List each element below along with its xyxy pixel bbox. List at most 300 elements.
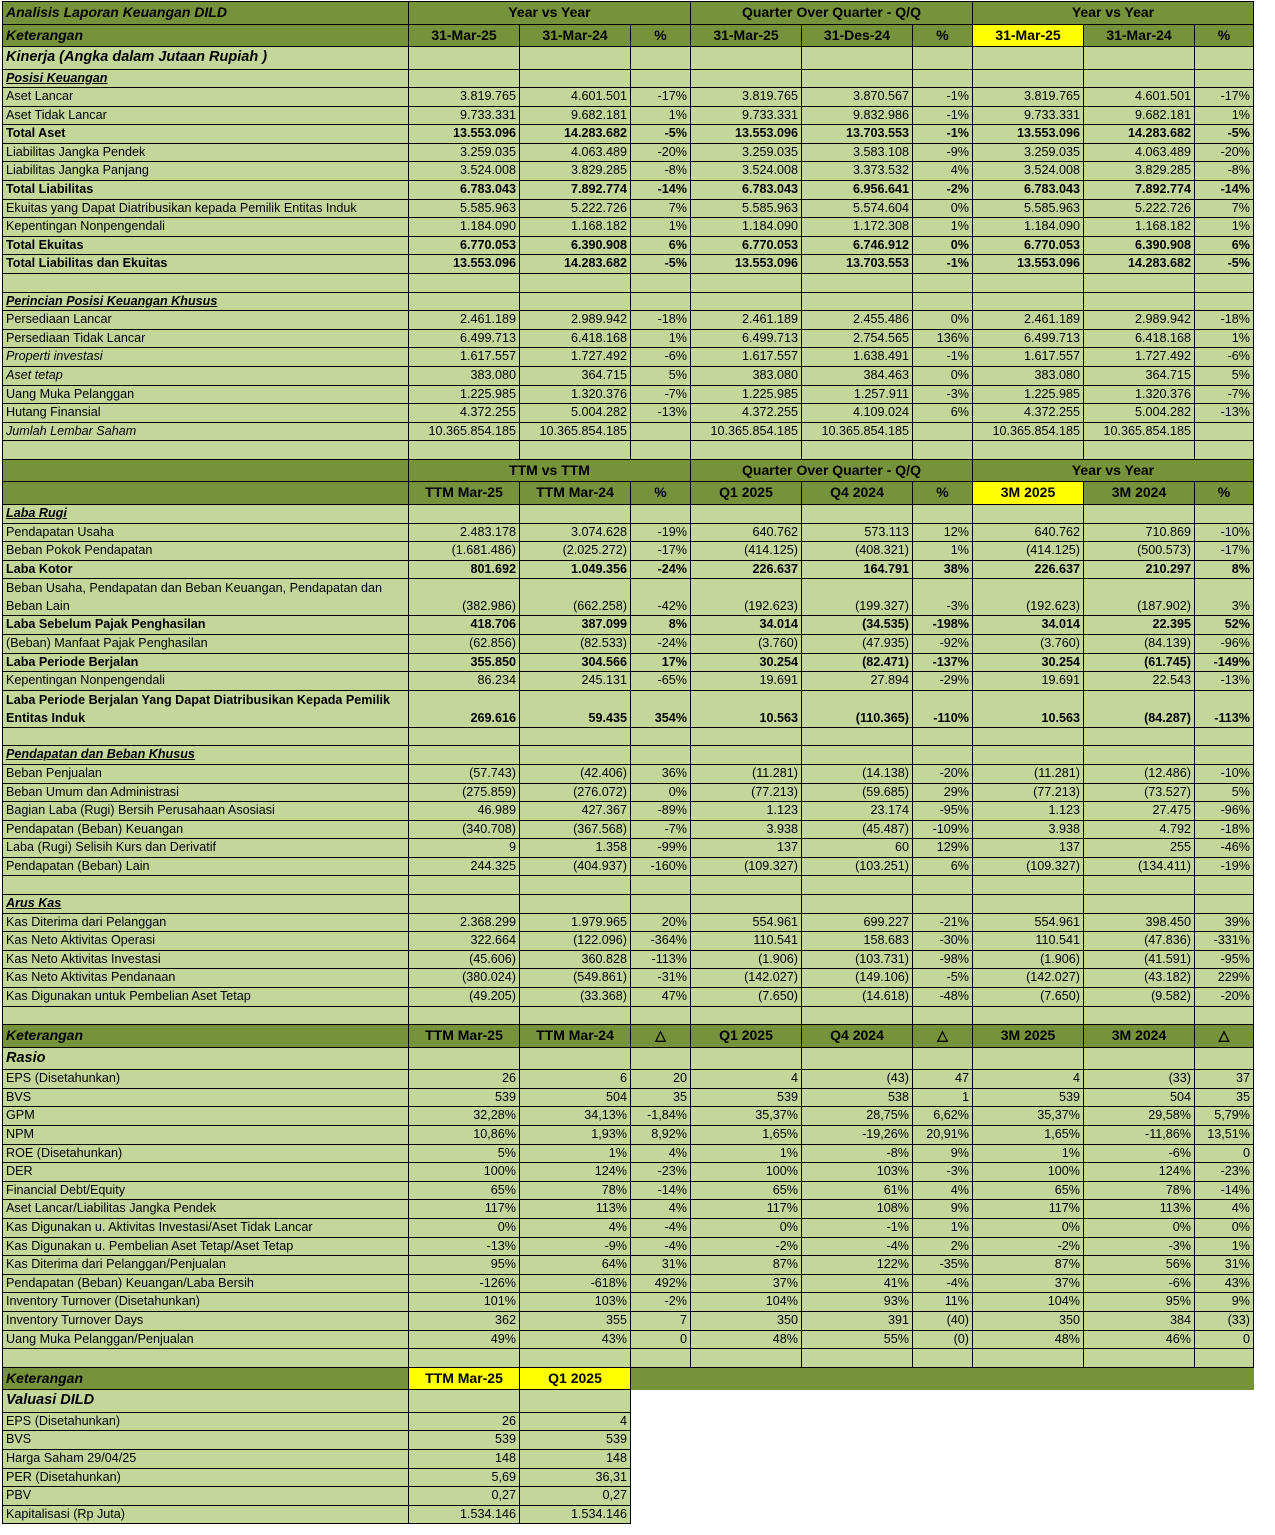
value-cell[interactable]: 6.783.043 [691, 181, 802, 200]
value-cell[interactable] [520, 727, 631, 746]
value-cell[interactable]: 5.004.282 [520, 404, 631, 423]
value-cell[interactable] [973, 274, 1084, 293]
value-cell[interactable]: 61% [802, 1181, 913, 1200]
value-cell[interactable]: -1% [913, 255, 973, 274]
value-cell[interactable]: 31-Mar-25 [973, 24, 1084, 47]
value-cell[interactable] [520, 47, 631, 70]
value-cell[interactable]: TTM Mar-25 [409, 1025, 520, 1048]
value-cell[interactable]: 35 [631, 1088, 691, 1107]
value-cell[interactable]: 10.365.854.185 [520, 422, 631, 441]
value-cell[interactable]: 364.715 [520, 367, 631, 386]
value-cell[interactable] [1195, 441, 1254, 460]
row-label-cell[interactable]: Uang Muka Pelanggan [3, 385, 409, 404]
value-cell[interactable]: 7% [1195, 199, 1254, 218]
value-cell[interactable]: -198% [913, 616, 973, 635]
value-cell[interactable]: -89% [631, 802, 691, 821]
row-label-cell[interactable]: Persediaan Lancar [3, 311, 409, 330]
value-cell[interactable]: -14% [631, 1181, 691, 1200]
value-cell[interactable]: 31-Mar-24 [520, 24, 631, 47]
value-cell[interactable]: (62.856) [409, 634, 520, 653]
value-cell[interactable]: 4.372.255 [973, 404, 1084, 423]
value-cell[interactable] [691, 69, 802, 88]
value-cell[interactable]: (142.027) [973, 969, 1084, 988]
value-cell[interactable]: 49% [409, 1330, 520, 1349]
value-cell[interactable] [913, 292, 973, 311]
value-cell[interactable]: 504 [520, 1088, 631, 1107]
value-cell[interactable] [973, 895, 1084, 914]
value-cell[interactable] [409, 274, 520, 293]
row-label-cell[interactable]: Pendapatan (Beban) Keuangan [3, 820, 409, 839]
row-label-cell[interactable]: Kas Neto Aktivitas Investasi [3, 950, 409, 969]
row-label-cell[interactable]: Hutang Finansial [3, 404, 409, 423]
value-cell[interactable]: -137% [913, 653, 973, 672]
value-cell[interactable] [520, 441, 631, 460]
value-cell[interactable]: Year vs Year [973, 2, 1254, 25]
value-cell[interactable] [1195, 1006, 1254, 1025]
value-cell[interactable]: 9.733.331 [973, 106, 1084, 125]
row-label-cell[interactable]: Pendapatan (Beban) Lain [3, 857, 409, 876]
row-label-cell[interactable]: Persediaan Tidak Lancar [3, 329, 409, 348]
value-cell[interactable]: -4% [913, 1274, 973, 1293]
value-cell[interactable]: (199.327) [802, 579, 913, 616]
value-cell[interactable]: 0% [913, 236, 973, 255]
value-cell[interactable]: 6.418.168 [1084, 329, 1195, 348]
value-cell[interactable]: 31-Mar-24 [1084, 24, 1195, 47]
row-label-cell[interactable] [3, 1349, 409, 1368]
value-cell[interactable]: 5.585.963 [691, 199, 802, 218]
value-cell[interactable] [913, 727, 973, 746]
value-cell[interactable]: 31-Des-24 [802, 24, 913, 47]
value-cell[interactable] [1084, 292, 1195, 311]
value-cell[interactable]: 3.819.765 [691, 88, 802, 107]
value-cell[interactable]: (7.650) [973, 988, 1084, 1007]
value-cell[interactable]: △ [913, 1025, 973, 1048]
value-cell[interactable]: % [631, 482, 691, 505]
value-cell[interactable]: 9 [409, 839, 520, 858]
value-cell[interactable]: 1.727.492 [520, 348, 631, 367]
value-cell[interactable]: -46% [1195, 839, 1254, 858]
value-cell[interactable]: -95% [1195, 950, 1254, 969]
value-cell[interactable] [973, 1006, 1084, 1025]
value-cell[interactable]: -24% [631, 560, 691, 579]
value-cell[interactable]: 229% [1195, 969, 1254, 988]
value-cell[interactable]: (61.745) [1084, 653, 1195, 672]
value-cell[interactable]: 8% [1195, 560, 1254, 579]
value-cell[interactable]: -331% [1195, 932, 1254, 951]
value-cell[interactable]: 1% [691, 1144, 802, 1163]
row-label-cell[interactable]: Aset tetap [3, 367, 409, 386]
value-cell[interactable] [802, 1349, 913, 1368]
value-cell[interactable]: 117% [691, 1200, 802, 1219]
value-cell[interactable]: Quarter Over Quarter - Q/Q [691, 459, 973, 482]
value-cell[interactable] [409, 876, 520, 895]
value-cell[interactable]: -1% [913, 106, 973, 125]
value-cell[interactable]: (1.906) [973, 950, 1084, 969]
value-cell[interactable] [1195, 895, 1254, 914]
value-cell[interactable] [691, 274, 802, 293]
row-label-cell[interactable]: Beban Usaha, Pendapatan dan Beban Keuangan, Pendapatan dan Beban Lain [3, 579, 409, 616]
value-cell[interactable]: 95% [409, 1256, 520, 1275]
value-cell[interactable]: -24% [631, 634, 691, 653]
value-cell[interactable]: 640.762 [691, 523, 802, 542]
value-cell[interactable]: 362 [409, 1311, 520, 1330]
value-cell[interactable]: 355.850 [409, 653, 520, 672]
value-cell[interactable]: (408.321) [802, 542, 913, 561]
value-cell[interactable]: 55% [802, 1330, 913, 1349]
value-cell[interactable]: -160% [631, 857, 691, 876]
value-cell[interactable]: 2.461.189 [691, 311, 802, 330]
value-cell[interactable]: 31-Mar-25 [691, 24, 802, 47]
value-cell[interactable]: 10,86% [409, 1126, 520, 1145]
value-cell[interactable]: (33) [1084, 1070, 1195, 1089]
value-cell[interactable]: 1.168.182 [1084, 218, 1195, 237]
value-cell[interactable]: (3.760) [691, 634, 802, 653]
value-cell[interactable]: (59.685) [802, 783, 913, 802]
value-cell[interactable] [691, 876, 802, 895]
value-cell[interactable]: (549.861) [520, 969, 631, 988]
value-cell[interactable]: 383.080 [409, 367, 520, 386]
row-label-cell[interactable]: Laba Sebelum Pajak Penghasilan [3, 616, 409, 635]
value-cell[interactable]: 2% [913, 1237, 973, 1256]
value-cell[interactable]: 10.563 [973, 690, 1084, 727]
value-cell[interactable]: 0 [631, 1330, 691, 1349]
row-label-cell[interactable] [3, 727, 409, 746]
value-cell[interactable]: 2.461.189 [409, 311, 520, 330]
value-cell[interactable]: (414.125) [973, 542, 1084, 561]
value-cell[interactable]: 0% [913, 311, 973, 330]
value-cell[interactable] [409, 1390, 520, 1413]
value-cell[interactable]: -5% [631, 255, 691, 274]
value-cell[interactable]: 1.168.182 [520, 218, 631, 237]
value-cell[interactable]: 20,91% [913, 1126, 973, 1145]
value-cell[interactable]: -6% [631, 348, 691, 367]
value-cell[interactable]: -1% [802, 1218, 913, 1237]
value-cell[interactable]: 226.637 [691, 560, 802, 579]
value-cell[interactable]: 0% [1195, 1218, 1254, 1237]
value-cell[interactable] [913, 69, 973, 88]
value-cell[interactable]: (43.182) [1084, 969, 1195, 988]
row-label-cell[interactable]: Pendapatan (Beban) Keuangan/Laba Bersih [3, 1274, 409, 1293]
value-cell[interactable]: 640.762 [973, 523, 1084, 542]
value-cell[interactable]: 22.395 [1084, 616, 1195, 635]
value-cell[interactable]: 6.783.043 [973, 181, 1084, 200]
value-cell[interactable]: -2% [631, 1293, 691, 1312]
row-label-cell[interactable]: Properti investasi [3, 348, 409, 367]
value-cell[interactable] [520, 895, 631, 914]
value-cell[interactable]: 387.099 [520, 616, 631, 635]
value-cell[interactable]: -19% [1195, 857, 1254, 876]
row-label-cell[interactable]: ROE (Disetahunkan) [3, 1144, 409, 1163]
value-cell[interactable] [802, 504, 913, 523]
value-cell[interactable]: 1.617.557 [691, 348, 802, 367]
value-cell[interactable]: 4 [520, 1412, 631, 1431]
value-cell[interactable]: Year vs Year [409, 2, 691, 25]
value-cell[interactable]: -6% [1195, 348, 1254, 367]
value-cell[interactable]: 5.574.604 [802, 199, 913, 218]
value-cell[interactable]: -6% [1084, 1144, 1195, 1163]
value-cell[interactable]: 1% [1195, 329, 1254, 348]
value-cell[interactable]: 104% [691, 1293, 802, 1312]
row-label-cell[interactable]: Total Liabilitas [3, 181, 409, 200]
value-cell[interactable]: 100% [973, 1163, 1084, 1182]
value-cell[interactable]: 23.174 [802, 802, 913, 821]
value-cell[interactable]: -4% [631, 1237, 691, 1256]
value-cell[interactable]: 1.049.356 [520, 560, 631, 579]
value-cell[interactable]: (47.836) [1084, 932, 1195, 951]
value-cell[interactable]: -7% [631, 385, 691, 404]
value-cell[interactable]: -1% [913, 88, 973, 107]
row-label-cell[interactable]: Kepentingan Nonpengendali [3, 672, 409, 691]
value-cell[interactable] [802, 441, 913, 460]
row-label-cell[interactable]: Financial Debt/Equity [3, 1181, 409, 1200]
value-cell[interactable]: Q1 2025 [520, 1367, 631, 1390]
value-cell[interactable] [802, 1047, 913, 1070]
value-cell[interactable]: 9.682.181 [520, 106, 631, 125]
value-cell[interactable]: (109.327) [973, 857, 1084, 876]
row-label-cell[interactable] [3, 441, 409, 460]
value-cell[interactable]: 6.418.168 [520, 329, 631, 348]
value-cell[interactable]: (43) [802, 1070, 913, 1089]
value-cell[interactable]: 6,62% [913, 1107, 973, 1126]
value-cell[interactable] [520, 274, 631, 293]
value-cell[interactable]: 269.616 [409, 690, 520, 727]
value-cell[interactable]: 350 [973, 1311, 1084, 1330]
value-cell[interactable]: 1% [913, 542, 973, 561]
value-cell[interactable] [913, 504, 973, 523]
value-cell[interactable]: (77.213) [973, 783, 1084, 802]
row-label-cell[interactable]: (Beban) Manfaat Pajak Penghasilan [3, 634, 409, 653]
value-cell[interactable]: TTM Mar-25 [409, 482, 520, 505]
value-cell[interactable]: -113% [1195, 690, 1254, 727]
row-label-cell[interactable]: Inventory Turnover Days [3, 1311, 409, 1330]
row-label-cell[interactable]: BVS [3, 1088, 409, 1107]
value-cell[interactable]: (9.582) [1084, 988, 1195, 1007]
value-cell[interactable]: 136% [913, 329, 973, 348]
value-cell[interactable]: 1.184.090 [973, 218, 1084, 237]
row-label-cell[interactable] [3, 459, 409, 482]
value-cell[interactable]: -19% [631, 523, 691, 542]
row-label-cell[interactable] [3, 482, 409, 505]
value-cell[interactable] [1195, 47, 1254, 70]
value-cell[interactable] [802, 292, 913, 311]
value-cell[interactable] [631, 69, 691, 88]
value-cell[interactable]: 14.283.682 [1084, 255, 1195, 274]
value-cell[interactable]: (404.937) [520, 857, 631, 876]
value-cell[interactable]: 100% [409, 1163, 520, 1182]
value-cell[interactable]: 322.664 [409, 932, 520, 951]
value-cell[interactable]: 56% [1084, 1256, 1195, 1275]
value-cell[interactable]: 1.320.376 [520, 385, 631, 404]
value-cell[interactable] [691, 746, 802, 765]
row-label-cell[interactable]: Arus Kas [3, 895, 409, 914]
value-cell[interactable]: 6.770.053 [691, 236, 802, 255]
value-cell[interactable] [520, 876, 631, 895]
value-cell[interactable]: 0,27 [409, 1487, 520, 1506]
value-cell[interactable] [631, 441, 691, 460]
value-cell[interactable]: 255 [1084, 839, 1195, 858]
value-cell[interactable]: 4 [973, 1070, 1084, 1089]
value-cell[interactable]: 5.585.963 [409, 199, 520, 218]
row-label-cell[interactable] [3, 876, 409, 895]
value-cell[interactable]: 110.541 [691, 932, 802, 951]
row-label-cell[interactable]: Kas Neto Aktivitas Pendanaan [3, 969, 409, 988]
value-cell[interactable] [913, 895, 973, 914]
value-cell[interactable]: -9% [913, 143, 973, 162]
value-cell[interactable]: 1.123 [691, 802, 802, 821]
value-cell[interactable]: 137 [973, 839, 1084, 858]
value-cell[interactable]: 13.553.096 [691, 255, 802, 274]
value-cell[interactable] [409, 1349, 520, 1368]
value-cell[interactable]: 1% [520, 1144, 631, 1163]
row-label-cell[interactable] [3, 274, 409, 293]
value-cell[interactable]: -48% [913, 988, 973, 1007]
value-cell[interactable]: 2.989.942 [520, 311, 631, 330]
value-cell[interactable]: -5% [1195, 125, 1254, 144]
value-cell[interactable] [913, 746, 973, 765]
value-cell[interactable]: 37% [691, 1274, 802, 1293]
value-cell[interactable]: 122% [802, 1256, 913, 1275]
value-cell[interactable]: -8% [802, 1144, 913, 1163]
value-cell[interactable]: Q4 2024 [802, 482, 913, 505]
value-cell[interactable]: 38% [913, 560, 973, 579]
row-label-cell[interactable]: Liabilitas Jangka Panjang [3, 162, 409, 181]
row-label-cell[interactable]: Pendapatan Usaha [3, 523, 409, 542]
value-cell[interactable]: 10.365.854.185 [802, 422, 913, 441]
value-cell[interactable]: -2% [691, 1237, 802, 1256]
value-cell[interactable]: -7% [1195, 385, 1254, 404]
value-cell[interactable]: 13.553.096 [973, 255, 1084, 274]
value-cell[interactable]: 3.938 [973, 820, 1084, 839]
value-cell[interactable] [631, 1349, 691, 1368]
row-label-cell[interactable]: Kas Digunakan u. Pembelian Aset Tetap/Aset Tetap [3, 1237, 409, 1256]
value-cell[interactable]: (187.902) [1084, 579, 1195, 616]
value-cell[interactable]: -126% [409, 1274, 520, 1293]
value-cell[interactable]: 3.259.035 [691, 143, 802, 162]
value-cell[interactable]: (41.591) [1084, 950, 1195, 969]
value-cell[interactable]: 7 [631, 1311, 691, 1330]
value-cell[interactable]: -8% [631, 162, 691, 181]
value-cell[interactable]: 3.074.628 [520, 523, 631, 542]
value-cell[interactable] [1195, 876, 1254, 895]
value-cell[interactable]: (103.731) [802, 950, 913, 969]
row-label-cell[interactable]: Ekuitas yang Dapat Diatribusikan kepada Pemilik Entitas Induk [3, 199, 409, 218]
value-cell[interactable]: -20% [1195, 143, 1254, 162]
value-cell[interactable]: 137 [691, 839, 802, 858]
value-cell[interactable]: 4% [631, 1200, 691, 1219]
value-cell[interactable]: Q1 2025 [691, 482, 802, 505]
value-cell[interactable] [631, 895, 691, 914]
value-cell[interactable] [973, 69, 1084, 88]
value-cell[interactable]: 6% [1195, 236, 1254, 255]
value-cell[interactable]: % [1195, 482, 1254, 505]
value-cell[interactable]: (382.986) [409, 579, 520, 616]
row-label-cell[interactable]: Liabilitas Jangka Pendek [3, 143, 409, 162]
value-cell[interactable]: (14.618) [802, 988, 913, 1007]
value-cell[interactable] [1195, 69, 1254, 88]
value-cell[interactable]: (7.650) [691, 988, 802, 1007]
value-cell[interactable] [691, 292, 802, 311]
value-cell[interactable]: 4.063.489 [520, 143, 631, 162]
value-cell[interactable]: -21% [913, 913, 973, 932]
value-cell[interactable]: 5% [409, 1144, 520, 1163]
value-cell[interactable] [1084, 504, 1195, 523]
value-cell[interactable]: 354% [631, 690, 691, 727]
value-cell[interactable] [1084, 69, 1195, 88]
value-cell[interactable]: 6.390.908 [1084, 236, 1195, 255]
value-cell[interactable]: (2.025.272) [520, 542, 631, 561]
value-cell[interactable]: 3.524.008 [973, 162, 1084, 181]
value-cell[interactable]: -6% [1084, 1274, 1195, 1293]
value-cell[interactable]: 39% [1195, 913, 1254, 932]
value-cell[interactable] [409, 746, 520, 765]
value-cell[interactable]: (340.708) [409, 820, 520, 839]
value-cell[interactable]: 3.938 [691, 820, 802, 839]
value-cell[interactable]: (110.365) [802, 690, 913, 727]
row-label-cell[interactable]: Analisis Laporan Keuangan DILD [3, 2, 409, 25]
value-cell[interactable]: 245.131 [520, 672, 631, 691]
value-cell[interactable]: 60 [802, 839, 913, 858]
value-cell[interactable]: 2.754.565 [802, 329, 913, 348]
value-cell[interactable]: 117% [409, 1200, 520, 1219]
value-cell[interactable]: 7.892.774 [1084, 181, 1195, 200]
value-cell[interactable]: 26 [409, 1070, 520, 1089]
value-cell[interactable]: -149% [1195, 653, 1254, 672]
value-cell[interactable]: 1.534.146 [409, 1505, 520, 1524]
value-cell[interactable]: 4.372.255 [691, 404, 802, 423]
value-cell[interactable]: 7% [631, 199, 691, 218]
value-cell[interactable]: 48% [691, 1330, 802, 1349]
value-cell[interactable]: 244.325 [409, 857, 520, 876]
value-cell[interactable]: 87% [973, 1256, 1084, 1275]
value-cell[interactable]: 3.373.532 [802, 162, 913, 181]
value-cell[interactable]: 19.691 [973, 672, 1084, 691]
value-cell[interactable]: 46% [1084, 1330, 1195, 1349]
value-cell[interactable]: 1% [631, 329, 691, 348]
value-cell[interactable] [1195, 422, 1254, 441]
value-cell[interactable]: 1% [1195, 106, 1254, 125]
row-label-cell[interactable]: Kas Neto Aktivitas Operasi [3, 932, 409, 951]
value-cell[interactable]: 5,79% [1195, 1107, 1254, 1126]
value-cell[interactable]: 0% [973, 1218, 1084, 1237]
value-cell[interactable] [631, 292, 691, 311]
value-cell[interactable]: 0 [1195, 1330, 1254, 1349]
value-cell[interactable] [973, 441, 1084, 460]
value-cell[interactable] [409, 292, 520, 311]
value-cell[interactable] [913, 1006, 973, 1025]
value-cell[interactable]: 4% [520, 1218, 631, 1237]
value-cell[interactable]: △ [1195, 1025, 1254, 1048]
value-cell[interactable]: 9.682.181 [1084, 106, 1195, 125]
row-label-cell[interactable]: Beban Umum dan Administrasi [3, 783, 409, 802]
value-cell[interactable]: -3% [1084, 1237, 1195, 1256]
value-cell[interactable]: 6% [631, 236, 691, 255]
value-cell[interactable]: 52% [1195, 616, 1254, 635]
value-cell[interactable]: 28,75% [802, 1107, 913, 1126]
value-cell[interactable]: 1.172.308 [802, 218, 913, 237]
value-cell[interactable]: (77.213) [691, 783, 802, 802]
value-cell[interactable]: -4% [802, 1237, 913, 1256]
value-cell[interactable]: 1,93% [520, 1126, 631, 1145]
value-cell[interactable]: 801.692 [409, 560, 520, 579]
value-cell[interactable]: -98% [913, 950, 973, 969]
value-cell[interactable]: 6.783.043 [409, 181, 520, 200]
value-cell[interactable]: (0) [913, 1330, 973, 1349]
value-cell[interactable]: 554.961 [973, 913, 1084, 932]
row-label-cell[interactable]: Bagian Laba (Rugi) Bersih Perusahaan Asosiasi [3, 802, 409, 821]
value-cell[interactable]: 398.450 [1084, 913, 1195, 932]
value-cell[interactable] [802, 876, 913, 895]
value-cell[interactable]: 41% [802, 1274, 913, 1293]
